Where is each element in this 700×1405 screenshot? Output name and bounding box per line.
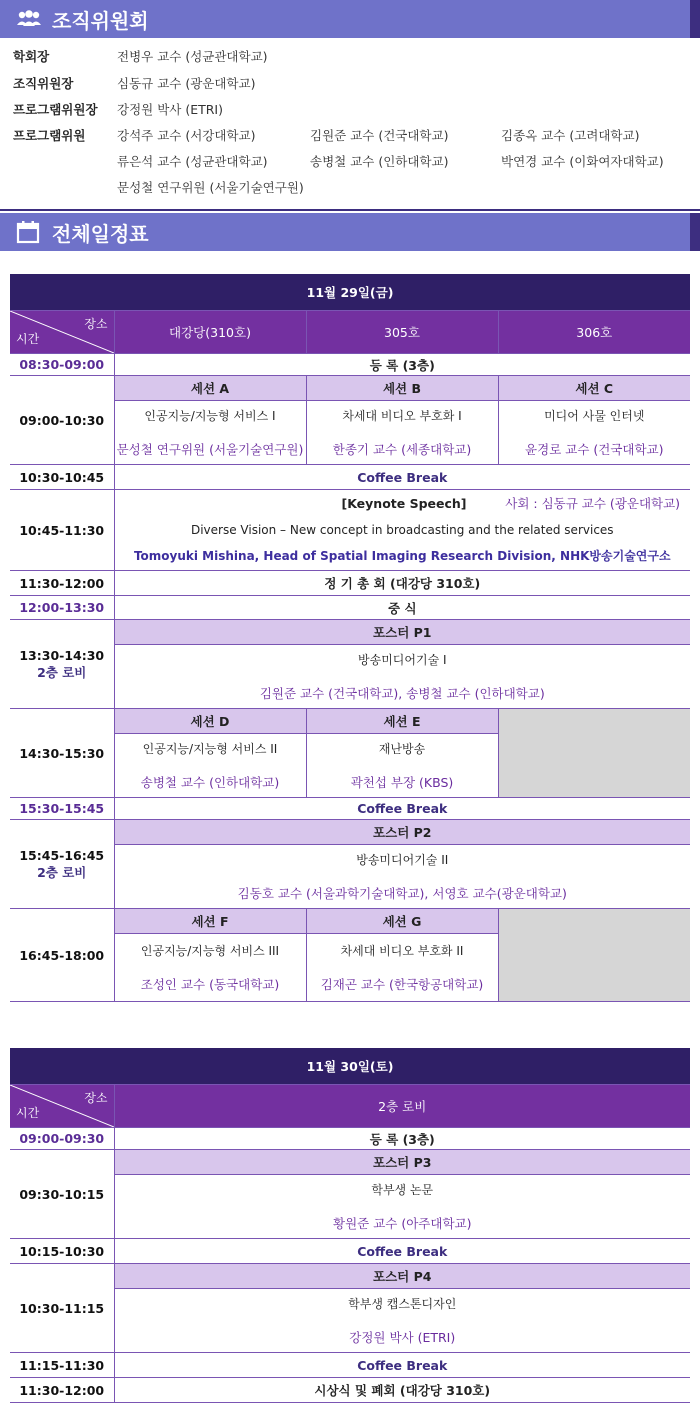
divider xyxy=(0,209,700,211)
time-cell: 09:30-10:15 xyxy=(10,1150,114,1239)
session-chair: 김재곤 교수 (한국항공대학교) xyxy=(320,976,484,992)
session-chair: 윤경로 교수 (건국대학교) xyxy=(525,441,664,457)
day2-date: 11월 30일(토) xyxy=(10,1048,690,1085)
time-cell: 10:15-10:30 xyxy=(10,1239,114,1264)
session-label: 세션 G xyxy=(306,909,498,934)
room-header: 305호 xyxy=(306,311,498,354)
session-label: 포스터 P3 xyxy=(114,1150,690,1175)
role-label: 프로그램위원 xyxy=(13,128,86,143)
time-cell: 14:30-15:30 xyxy=(10,709,114,798)
day1-date: 11월 29일(금) xyxy=(10,274,690,311)
keynote-speaker: Tomoyuki Mishina, Head of Spatial Imaging Research Division, NHK방송기술연구소 xyxy=(133,549,671,563)
room-header: 대강당(310호) xyxy=(114,311,306,354)
room-header: 306호 xyxy=(498,311,690,354)
registration: 등 록 (3층) xyxy=(114,354,690,376)
keynote-label: [Keynote Speech] xyxy=(341,496,467,511)
time-cell: 16:45-18:00 xyxy=(10,909,114,1002)
calendar-icon xyxy=(16,220,44,244)
room-header: 2층 로비 xyxy=(114,1085,690,1128)
place-label: 2층 로비 xyxy=(37,864,87,880)
session-label: 포스터 P4 xyxy=(114,1264,690,1289)
session-label: 세션 A xyxy=(114,376,306,401)
member-name: 강정원 박사 (ETRI) xyxy=(117,102,223,117)
time-cell: 10:30-11:15 xyxy=(10,1264,114,1353)
time-cell: 09:00-10:30 xyxy=(10,376,114,465)
session-label: 세션 F xyxy=(114,909,306,934)
time-cell xyxy=(10,820,114,909)
people-icon xyxy=(16,7,44,31)
member-name: 류은석 교수 (성균관대학교) xyxy=(117,154,268,169)
session-topic: 미디어 사물 인터넷 xyxy=(544,408,645,423)
member-name: 박연경 교수 (이화여자대학교) xyxy=(501,154,664,169)
session-chair: 김원준 교수 (건국대학교), 송병철 교수 (인하대학교) xyxy=(259,685,545,701)
session-topic: 인공지능/지능형 서비스 I xyxy=(144,408,276,423)
day2-table xyxy=(10,1048,690,1403)
corner-cell xyxy=(10,311,114,354)
session-chair: 조성인 교수 (동국대학교) xyxy=(140,976,280,992)
committee-title: 조직위원회 xyxy=(52,8,149,33)
empty-cell xyxy=(498,909,690,1002)
session-topic: 차세대 비디오 부호화 I xyxy=(342,408,462,423)
session-topic: 재난방송 xyxy=(378,741,426,756)
time-cell: 10:45-11:30 xyxy=(10,490,114,571)
schedule-title: 전체일정표 xyxy=(52,221,149,246)
session-topic: 인공지능/지능형 서비스 III xyxy=(140,943,280,958)
committee-list xyxy=(0,40,700,210)
lunch: 중 식 xyxy=(114,596,690,620)
time-cell: 09:00-09:30 xyxy=(10,1128,114,1150)
registration: 등 록 (3층) xyxy=(114,1128,690,1150)
keynote-chair: 사회 : 심동규 교수 (광운대학교) xyxy=(505,496,681,511)
keynote-title: Diverse Vision – New concept in broadcasting and the related services xyxy=(190,523,614,537)
time-cell: 08:30-09:00 xyxy=(10,354,114,376)
keynote-cell xyxy=(114,490,690,571)
session-topic: 방송미디어기술 I xyxy=(358,652,447,667)
time-cell: 11:15-11:30 xyxy=(10,1353,114,1378)
member-name: 전병우 교수 (성균관대학교) xyxy=(117,49,268,64)
corner-time: 시간 xyxy=(16,1106,40,1120)
day1-table xyxy=(10,274,690,1002)
committee-header xyxy=(0,0,700,38)
session-chair: 김동호 교수 (서울과학기술대학교), 서영호 교수(광운대학교) xyxy=(237,885,567,901)
session-chair: 문성철 연구위원 (서울기술연구원) xyxy=(116,441,304,457)
session-topic: 방송미디어기술 II xyxy=(356,852,449,867)
session-chair: 강정원 박사 (ETRI) xyxy=(349,1329,456,1345)
coffee-break: Coffee Break xyxy=(114,465,690,490)
time-cell: 12:00-13:30 xyxy=(10,596,114,620)
member-name: 김종옥 교수 (고려대학교) xyxy=(501,128,640,143)
member-name: 강석주 교수 (서강대학교) xyxy=(117,128,256,143)
session-topic: 학부생 논문 xyxy=(371,1182,434,1197)
session-label: 세션 B xyxy=(306,376,498,401)
time-cell xyxy=(10,620,114,709)
member-name: 심동규 교수 (광운대학교) xyxy=(117,76,256,91)
place-label: 2층 로비 xyxy=(37,664,87,680)
session-label: 포스터 P1 xyxy=(114,620,690,645)
time-cell: 11:30-12:00 xyxy=(10,571,114,596)
corner-time: 시간 xyxy=(16,332,40,346)
session-chair: 곽천섭 부장 (KBS) xyxy=(350,774,454,790)
role-label: 프로그램위원장 xyxy=(13,102,98,117)
member-name: 송병철 교수 (인하대학교) xyxy=(310,154,449,169)
empty-cell xyxy=(498,709,690,798)
corner-place: 장소 xyxy=(84,317,108,331)
session-label: 포스터 P2 xyxy=(114,820,690,845)
time-label: 13:30-14:30 xyxy=(19,647,105,663)
corner-place: 장소 xyxy=(84,1091,108,1105)
corner-cell xyxy=(10,1085,114,1128)
coffee-break: Coffee Break xyxy=(114,1239,690,1264)
member-name: 김원준 교수 (건국대학교) xyxy=(310,128,449,143)
member-name: 문성철 연구위원 (서울기술연구원) xyxy=(117,180,304,195)
session-label: 세션 C xyxy=(498,376,690,401)
time-cell: 15:30-15:45 xyxy=(10,798,114,820)
session-label: 세션 E xyxy=(306,709,498,734)
session-label: 세션 D xyxy=(114,709,306,734)
general-meeting: 정 기 총 회 (대강당 310호) xyxy=(114,571,690,596)
session-topic: 차세대 비디오 부호화 II xyxy=(340,943,464,958)
time-cell: 10:30-10:45 xyxy=(10,465,114,490)
role-label: 학회장 xyxy=(13,49,50,64)
schedule-header xyxy=(0,213,700,251)
session-chair: 송병철 교수 (인하대학교) xyxy=(140,774,280,790)
time-cell: 11:30-12:00 xyxy=(10,1378,114,1403)
time-label: 15:45-16:45 xyxy=(19,847,105,863)
closing: 시상식 및 폐회 (대강당 310호) xyxy=(114,1378,690,1403)
session-topic: 학부생 캡스톤디자인 xyxy=(348,1296,457,1311)
session-chair: 한종기 교수 (세종대학교) xyxy=(332,441,472,457)
session-chair: 황원준 교수 (아주대학교) xyxy=(333,1215,472,1231)
role-label: 조직위원장 xyxy=(13,76,74,91)
coffee-break: Coffee Break xyxy=(114,798,690,820)
coffee-break: Coffee Break xyxy=(114,1353,690,1378)
session-topic: 인공지능/지능형 서비스 II xyxy=(142,741,278,756)
